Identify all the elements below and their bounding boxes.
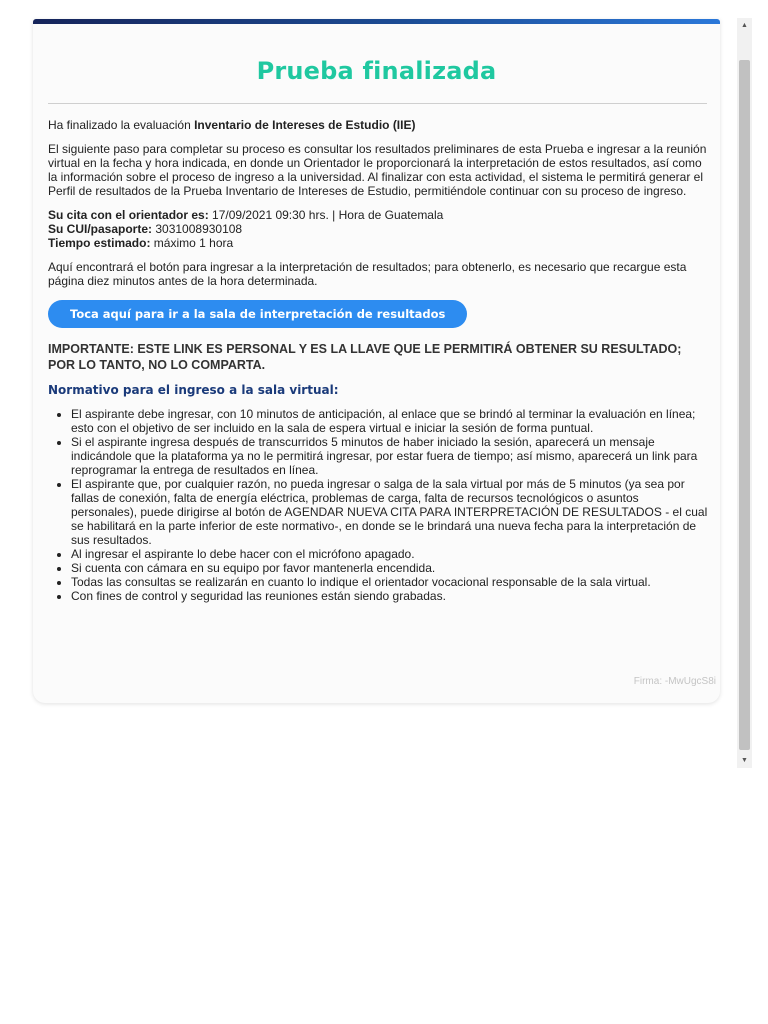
scroll-down-arrow-icon[interactable]: ▼: [741, 757, 748, 764]
scroll-thumb[interactable]: [739, 60, 750, 750]
intro-prefix: Ha finalizado la evaluación: [48, 118, 195, 132]
intro-text: [48, 118, 708, 132]
tiempo-value: máximo 1 hora: [150, 236, 234, 250]
cita-value: 17/09/2021 09:30 hrs. | Hora de Guatemala: [208, 208, 444, 222]
scroll-up-arrow-icon[interactable]: ▲: [741, 22, 748, 29]
rule-item: • El aspirante que, por cualquier razón, no pueda ingresar o salga de la sala virtual por más de 5 minutos (ya sea por fallas de conexión, falta de energía eléctrica, problemas de carga, falta de recursos tecnológicos o asuntos personales), puede dirigirse al botón de AGENDAR NUEVA CITA PARA INTERPRETACIÓN DE RESULTADOS - el cual se habilitará en la parte inferior de este normativo-, en donde se le brindará una nueva fecha para la interpretación de sus resultados.: [71, 477, 708, 547]
cita-label: Su cita con el orientador es:: [48, 208, 209, 222]
rule-item: • El aspirante debe ingresar, con 10 minutos de anticipación, al enlace que se brindó al terminar la evaluación en línea; esto con el objetivo de ser incluido en la sala de espera virtual e iniciar la sesión de forma puntual.: [71, 407, 708, 435]
next-step-paragraph: El siguiente paso para completar su proceso es consultar los resultados preliminares de esta Prueba e ingresar a la reunión virtual en la fecha y hora indicada, en donde un Orientador le proporcionará la interpretación de estos resultados, así como la información sobre el proceso de ingreso a la universidad. Al finalizar con esta actividad, el sistema le permitirá generar el Perfil de resultados de la Prueba Inventario de Intereses de Estudio, permitiéndole continuar con su proceso de ingreso.: [48, 142, 707, 198]
cui-label: Su CUI/pasaporte:: [48, 222, 153, 236]
card-content: [48, 118, 708, 603]
signature-text: Firma: -MwUgcS8i: [633, 676, 716, 687]
rule-item: • Al ingresar el aspirante lo debe hacer con el micrófono apagado.: [71, 547, 708, 561]
test-name: Inventario de Intereses de Estudio (IIE): [194, 118, 416, 132]
page-title: Prueba finalizada: [256, 57, 497, 85]
card-top-bar: [33, 19, 720, 24]
result-card: [33, 19, 720, 703]
appointment-details: [48, 208, 708, 250]
rule-item: • Con fines de control y seguridad las reuniones están siendo grabadas.: [71, 589, 708, 603]
rules-list: [48, 407, 708, 603]
rule-item: • Todas las consultas se realizarán en cuanto lo indique el orientador vocacional responsable de la sala virtual.: [71, 575, 708, 589]
interpretation-room-button[interactable]: Toca aquí para ir a la sala de interpretación de resultados: [48, 300, 467, 328]
title-divider: [48, 103, 707, 104]
vertical-scrollbar[interactable]: [737, 18, 752, 768]
cui-value: 3031008930108: [152, 222, 243, 236]
rule-item: • Si cuenta con cámara en su equipo por favor mantenerla encendida.: [71, 561, 708, 575]
rule-item: • Si el aspirante ingresa después de transcurridos 5 minutos de haber iniciado la sesión, aparecerá un mensaje indicándole que la plataforma ya no le permitirá ingresar, por estar fuera de tiempo; así mismo, aparecerá un link para reprogramar la entrega de resultados en línea.: [71, 435, 708, 477]
instruction-text: Aquí encontrará el botón para ingresar a la interpretación de resultados; para obtenerlo, es necesario que recargue esta página diez minutos antes de la hora determinada.: [48, 260, 687, 288]
tiempo-label: Tiempo estimado:: [48, 236, 151, 250]
important-notice: IMPORTANTE: ESTE LINK ES PERSONAL Y ES LA LLAVE QUE LE PERMITIRÁ OBTENER SU RESULTADO; POR LO TANTO, NO LO COMPARTA.: [48, 342, 682, 372]
normativo-heading: Normativo para el ingreso a la sala virtual:: [48, 383, 339, 397]
